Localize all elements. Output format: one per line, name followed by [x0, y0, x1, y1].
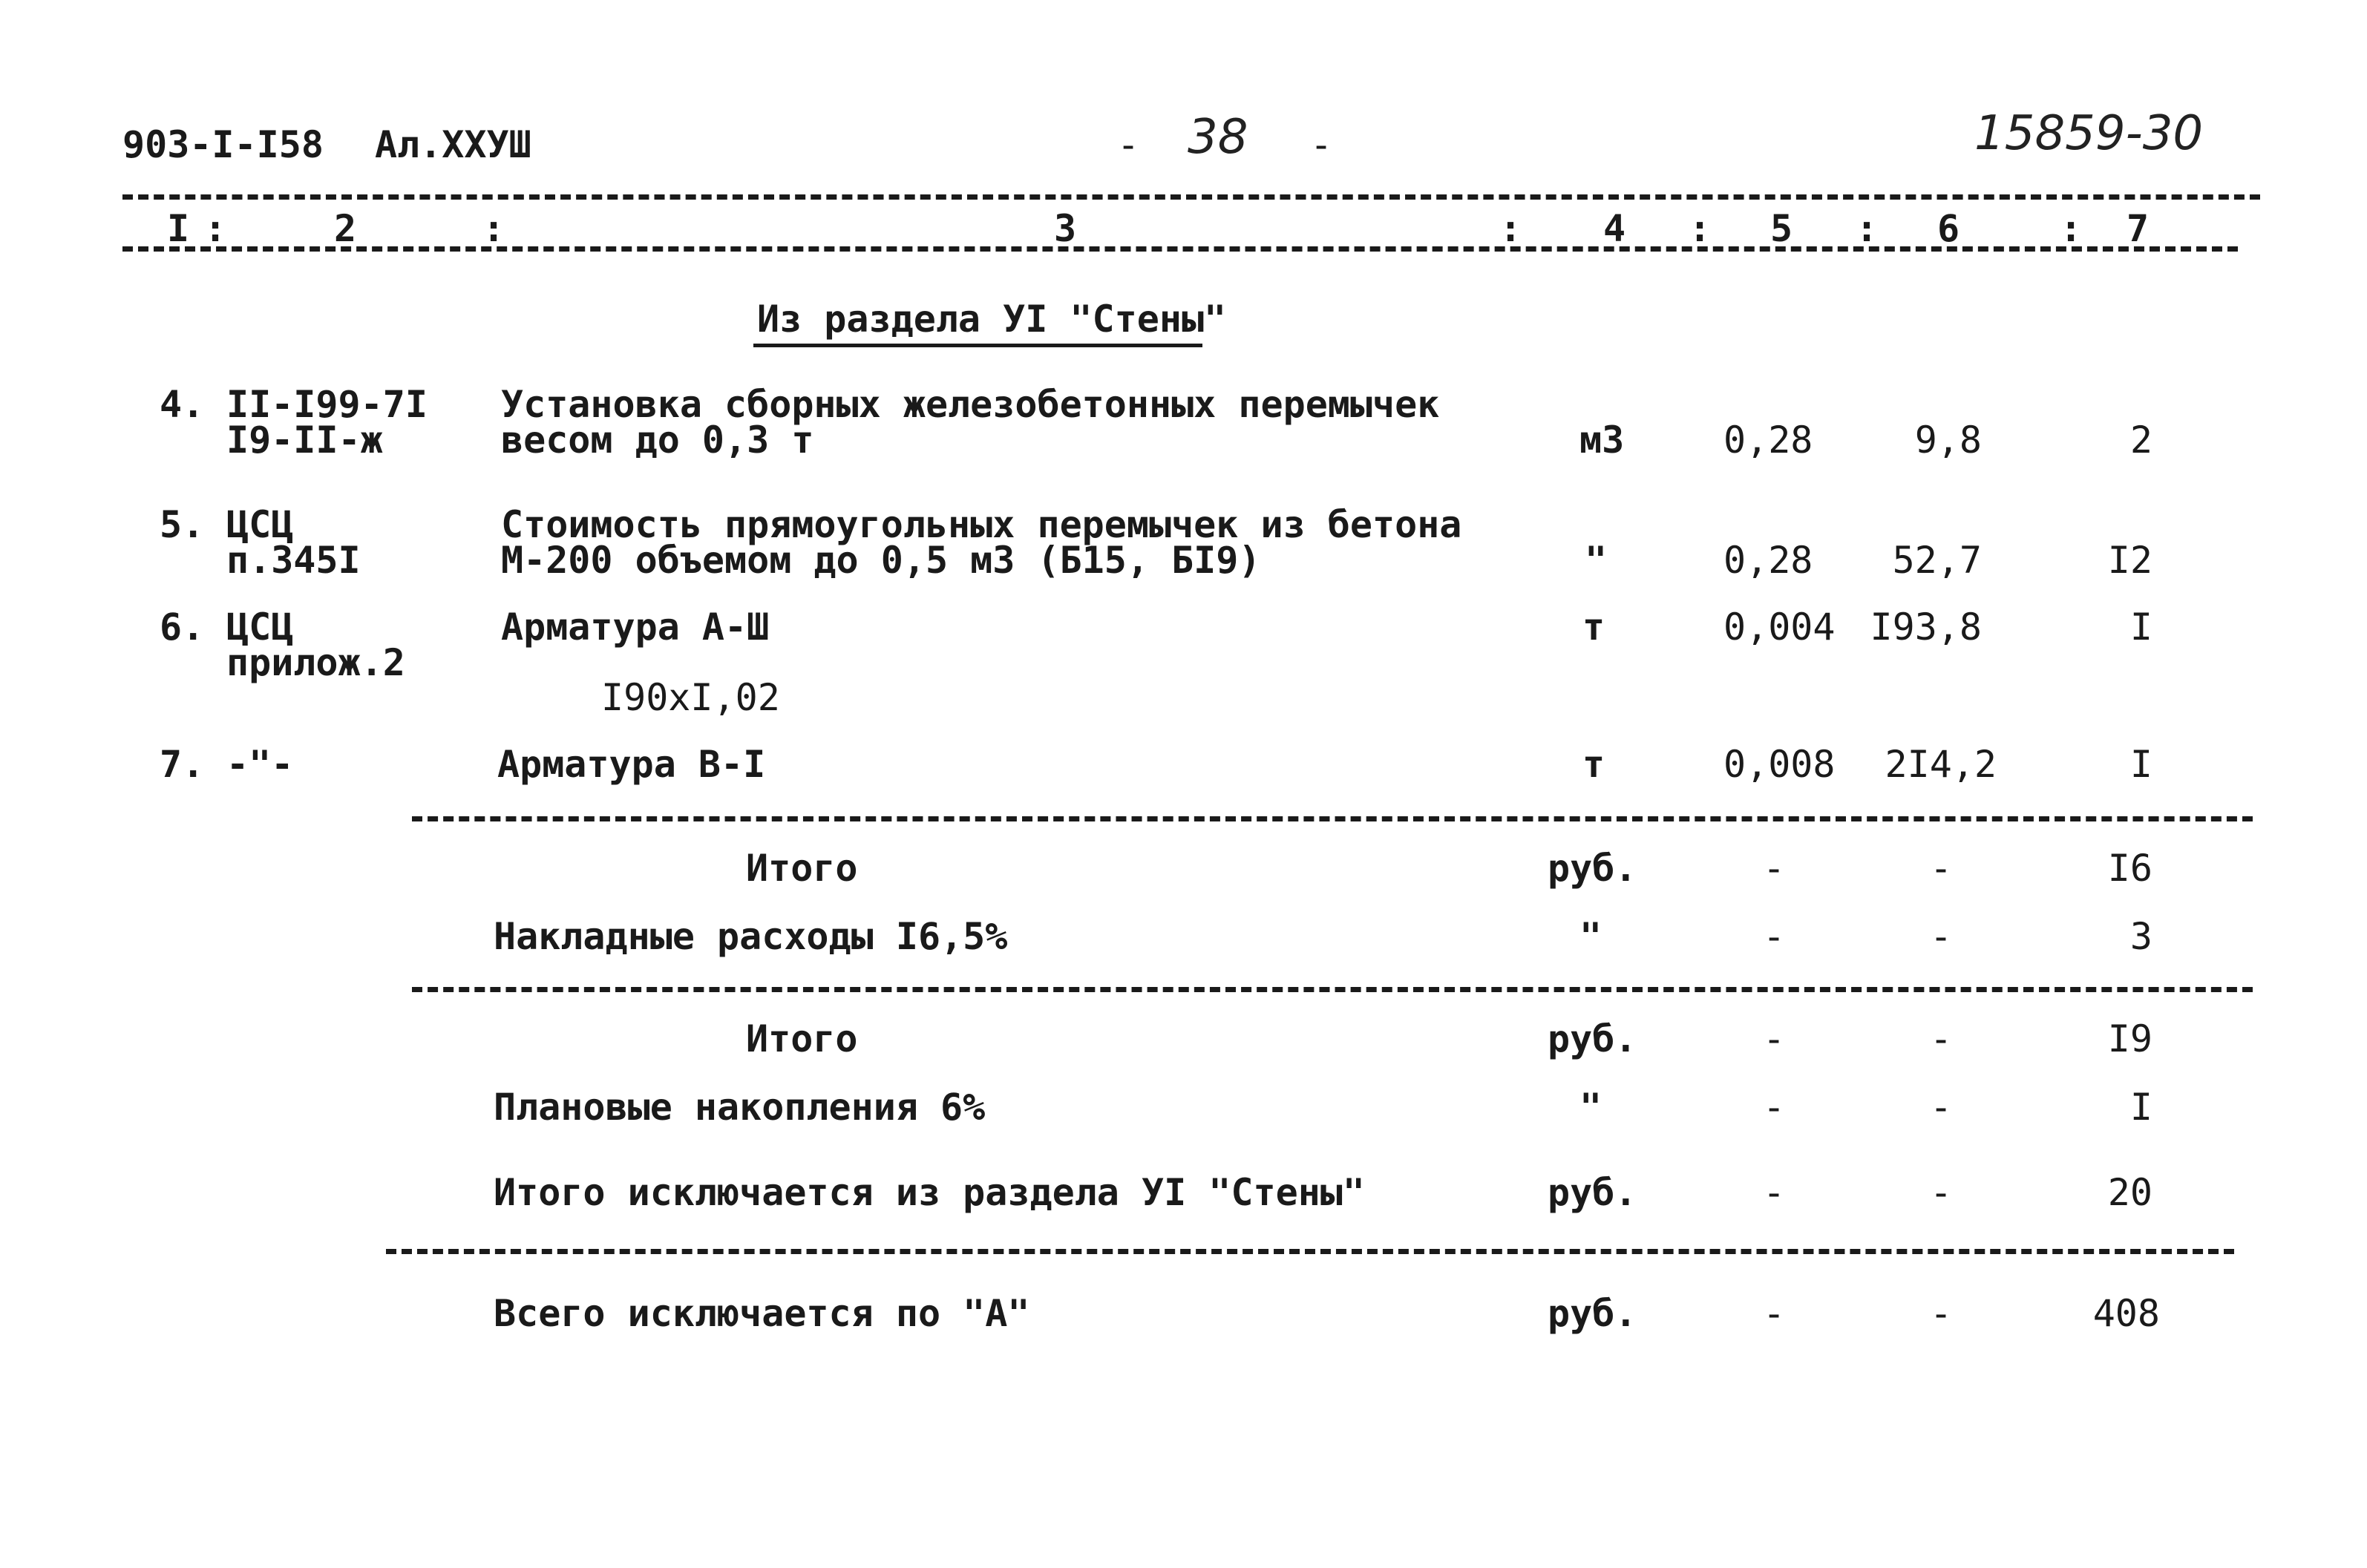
row-4-code-2: I9-II-ж	[226, 419, 383, 462]
row-4-number: 4.	[160, 383, 205, 426]
summary-label: Итого	[746, 847, 858, 890]
summary-price: -	[1929, 1086, 1953, 1129]
summary-qty: -	[1762, 915, 1786, 958]
summary-label: Плановые накопления 6%	[494, 1086, 986, 1129]
summary-total: I	[2129, 1086, 2152, 1129]
row-6-qty: 0,004	[1723, 606, 1836, 649]
summary-total: I6	[2107, 847, 2152, 890]
col-5-label: 5	[1770, 207, 1793, 250]
col-4-label: 4	[1603, 207, 1626, 250]
row-5-desc: Стоимость прямоугольных перемычек из бетона	[501, 503, 1462, 546]
page-number: 38	[1188, 110, 1248, 165]
grand-total-qty: -	[1762, 1292, 1786, 1335]
row-4-qty: 0,28	[1723, 419, 1813, 462]
summary-price: -	[1929, 1017, 1953, 1060]
col-1-label: I	[167, 207, 190, 250]
col-sep: :	[1689, 207, 1712, 250]
row-6-calc: I90xI,02	[601, 676, 780, 719]
row-6-code-2: прилож.2	[226, 641, 405, 684]
col-sep: :	[2060, 207, 2083, 250]
row-7-price: 2I4,2	[1885, 743, 1997, 786]
divider-rule	[412, 987, 2253, 992]
doc-code: 903-I-I58	[122, 123, 324, 166]
row-4-desc: Установка сборных железобетонных перемычек	[501, 383, 1440, 426]
divider-rule	[386, 1249, 2234, 1254]
summary-qty: -	[1762, 1017, 1786, 1060]
row-5-code-2: п.345I	[226, 539, 361, 582]
summary-total: I9	[2107, 1017, 2152, 1060]
divider-rule	[412, 816, 2253, 821]
album-code: Ал.XXУШ	[375, 123, 531, 166]
row-7-unit: т	[1582, 743, 1605, 786]
row-6-number: 6.	[160, 606, 205, 649]
row-7-total: I	[2129, 743, 2152, 786]
row-5-qty: 0,28	[1723, 539, 1813, 582]
section-title-underline	[753, 344, 1202, 347]
row-6-desc: Арматура А-Ш	[501, 606, 770, 649]
col-sep: :	[482, 207, 505, 250]
col-7-label: 7	[2127, 207, 2150, 250]
col-2-label: 2	[334, 207, 357, 250]
row-5-unit: "	[1585, 539, 1608, 582]
section-title: Из раздела УI "Стены"	[757, 298, 1227, 341]
row-4-code: II-I99-7I	[226, 383, 428, 426]
summary-unit: "	[1579, 915, 1602, 958]
grand-total-label: Всего исключается по "А"	[494, 1292, 1030, 1335]
col-sep: :	[1499, 207, 1522, 250]
row-4-unit: м3	[1579, 419, 1625, 462]
col-6-label: 6	[1937, 207, 1960, 250]
summary-total: 20	[2107, 1171, 2152, 1214]
row-5-desc-2: М-200 объемом до 0,5 м3 (Б15, БI9)	[501, 539, 1261, 582]
row-6-unit: т	[1582, 606, 1605, 649]
summary-label: Накладные расходы I6,5%	[494, 915, 1008, 958]
row-5-code: ЦСЦ	[226, 503, 294, 546]
row-4-total: 2	[2129, 419, 2152, 462]
page-number-prefix: -	[1117, 123, 1140, 166]
summary-unit: руб.	[1548, 1017, 1637, 1060]
row-4-desc-2: весом до 0,3 т	[501, 419, 814, 462]
row-6-code: ЦСЦ	[226, 606, 294, 649]
page-number-suffix: -	[1310, 123, 1333, 166]
summary-price: -	[1929, 1171, 1953, 1214]
summary-label: Итого исключается из раздела УI "Стены"	[494, 1171, 1365, 1214]
col-sep: :	[1856, 207, 1879, 250]
row-6-price: I93,8	[1870, 606, 1982, 649]
summary-qty: -	[1762, 847, 1786, 890]
row-5-price: 52,7	[1892, 539, 1982, 582]
summary-qty: -	[1762, 1086, 1786, 1129]
grand-total-value: 408	[2092, 1292, 2160, 1335]
summary-qty: -	[1762, 1171, 1786, 1214]
row-7-number: 7.	[160, 743, 205, 786]
col-sep: :	[204, 207, 227, 250]
row-7-qty: 0,008	[1723, 743, 1836, 786]
summary-unit: руб.	[1548, 1171, 1637, 1214]
summary-price: -	[1929, 847, 1953, 890]
row-4-price: 9,8	[1914, 419, 1982, 462]
summary-price: -	[1929, 915, 1953, 958]
row-7-code: -"-	[226, 743, 294, 786]
row-5-total: I2	[2107, 539, 2152, 582]
header-bottom-rule	[122, 246, 2238, 252]
row-5-number: 5.	[160, 503, 205, 546]
col-3-label: 3	[1054, 207, 1077, 250]
header-top-rule	[122, 194, 2260, 200]
summary-unit: руб.	[1548, 847, 1637, 890]
summary-total: 3	[2129, 915, 2152, 958]
summary-label: Итого	[746, 1017, 858, 1060]
grand-total-price: -	[1929, 1292, 1953, 1335]
sheet-code: 15859-30	[1974, 106, 2204, 161]
row-7-desc: Арматура В-I	[497, 743, 766, 786]
row-6-total: I	[2129, 606, 2152, 649]
summary-unit: "	[1579, 1086, 1602, 1129]
grand-total-unit: руб.	[1548, 1292, 1637, 1335]
